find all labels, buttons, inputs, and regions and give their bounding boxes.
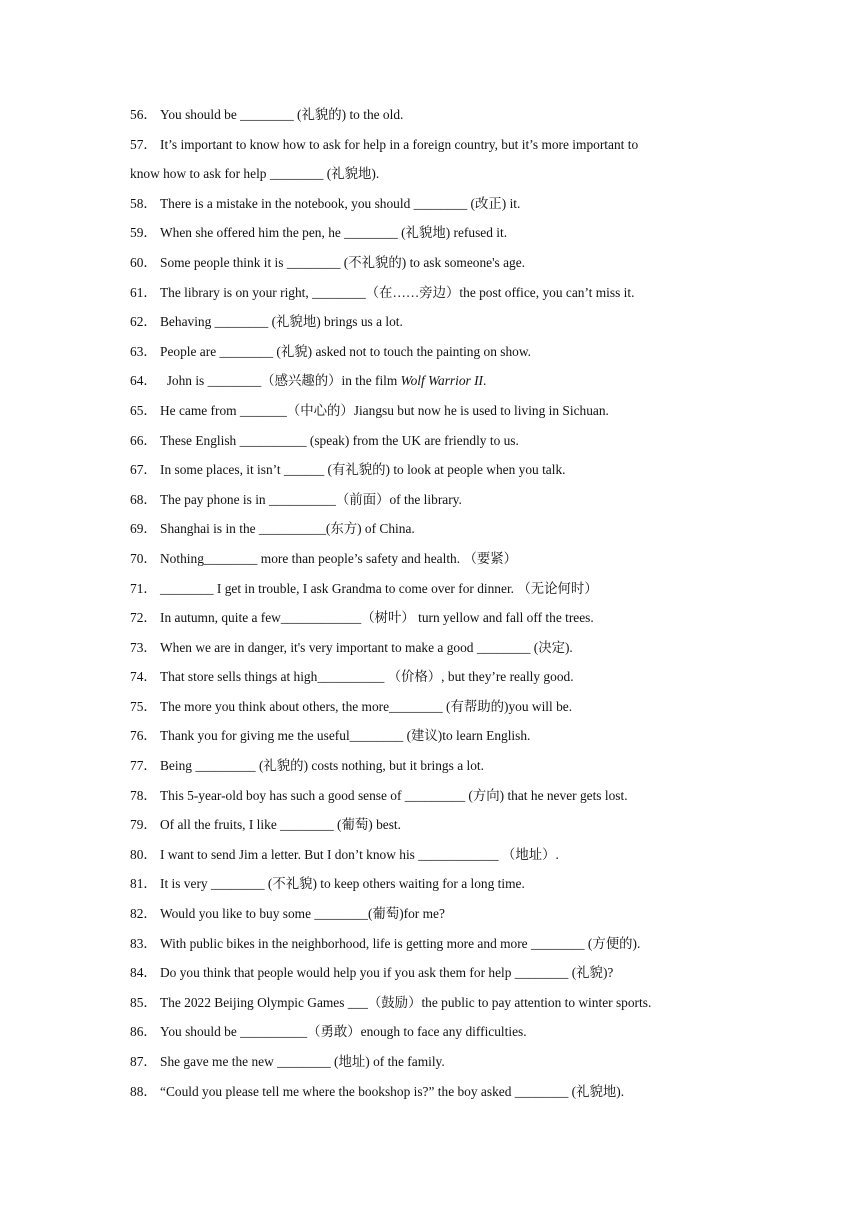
exercise-item [130, 189, 730, 219]
item-number: 57． [130, 136, 157, 152]
item-number: 72． [130, 610, 157, 626]
item-number: 61． [130, 284, 157, 300]
item-text: When we are in danger, it's very important to make a good ________ (决定). [160, 639, 573, 655]
item-number: 64． [130, 373, 157, 389]
item-number: 76． [130, 728, 157, 744]
item-text: He came from _______（中心的）Jiangsu but now he is used to living in Sichuan. [160, 402, 609, 418]
item-text: The library is on your right, ________（在……旁边）the post office, you can’t miss it. [160, 284, 635, 300]
item-number: 86． [130, 1024, 157, 1040]
exercise-item [130, 692, 730, 722]
item-text: Of all the fruits, I like ________ (葡萄) best. [160, 817, 401, 833]
item-text: Do you think that people would help you if you ask them for help ________ (礼貌)? [160, 965, 614, 981]
exercise-item-continuation [130, 159, 730, 189]
exercise-item [130, 307, 730, 337]
exercise-item [130, 840, 730, 870]
item-text: Behaving ________ (礼貌地) brings us a lot. [160, 314, 403, 330]
item-number: 84． [130, 965, 157, 981]
item-text: Nothing________ more than people’s safety and health. （要紧） [160, 550, 518, 566]
item-text: In some places, it isn’t ______ (有礼貌的) to look at people when you talk. [160, 462, 566, 478]
item-number: 65． [130, 402, 157, 418]
item-number: 88． [130, 1083, 157, 1099]
item-number: 58． [130, 195, 157, 211]
item-number: 75． [130, 698, 157, 714]
item-text: It’s important to know how to ask for help in a foreign country, but it’s more important to [160, 136, 639, 152]
item-number: 77． [130, 758, 157, 774]
item-text: It is very ________ (不礼貌) to keep others waiting for a long time. [160, 876, 525, 892]
item-text: That store sells things at high__________ （价格）, but they’re really good. [160, 669, 574, 685]
exercise-item [130, 337, 730, 367]
exercise-item [130, 396, 730, 426]
exercise-item [130, 248, 730, 278]
item-text: With public bikes in the neighborhood, life is getting more and more ________ (方便的). [160, 935, 641, 951]
exercise-item [130, 929, 730, 959]
item-text: I want to send Jim a letter. But I don’t know his ____________ （地址）. [160, 846, 559, 862]
exercise-item [130, 130, 730, 160]
exercise-item [130, 988, 730, 1018]
exercise-item [130, 278, 730, 308]
film-title: Wolf Warrior II [400, 373, 484, 389]
item-text: The pay phone is in __________（前面）of the library. [160, 491, 462, 507]
item-number: 67． [130, 462, 157, 478]
item-number: 78． [130, 787, 157, 803]
item-text: Would you like to buy some ________(葡萄)for me? [160, 906, 445, 922]
exercise-item [130, 485, 730, 515]
item-text: Thank you for giving me the useful________ (建议)to learn English. [160, 728, 531, 744]
item-text: There is a mistake in the notebook, you should ________ (改正) it. [160, 195, 521, 211]
exercise-item [130, 603, 730, 633]
item-text: Shanghai is in the __________(东方) of China. [160, 521, 415, 537]
item-text: The more you think about others, the more________ (有帮助的)you will be. [160, 698, 573, 714]
exercise-item [130, 100, 730, 130]
exercise-item [130, 662, 730, 692]
item-text: Being _________ (礼貌的) costs nothing, but it brings a lot. [160, 758, 484, 774]
item-number: 79． [130, 817, 157, 833]
exercise-item [130, 574, 730, 604]
item-number: 73． [130, 639, 157, 655]
item-number: 83． [130, 935, 157, 951]
exercise-item [130, 455, 730, 485]
exercise-item [130, 426, 730, 456]
item-text: When she offered him the pen, he ________ (礼貌地) refused it. [160, 225, 508, 241]
item-number: 69． [130, 521, 157, 537]
item-text: John is ________（感兴趣的）in the film [160, 373, 401, 389]
item-number: 59． [130, 225, 157, 241]
exercise-item [130, 958, 730, 988]
item-text: ________ I get in trouble, I ask Grandma to come over for dinner. （无论何时） [160, 580, 598, 596]
item-number: 74． [130, 669, 157, 685]
item-text: know how to ask for help ________ (礼貌地). [130, 166, 380, 182]
exercise-item [130, 751, 730, 781]
item-number: 70． [130, 550, 157, 566]
item-text: “Could you please tell me where the bookshop is?” the boy asked ________ (礼貌地). [160, 1083, 625, 1099]
item-text: You should be __________（勇敢）enough to face any difficulties. [160, 1024, 527, 1040]
item-number: 85． [130, 994, 157, 1010]
exercise-item [130, 1047, 730, 1077]
item-number: 66． [130, 432, 157, 448]
item-number: 63． [130, 343, 157, 359]
exercise-item [130, 218, 730, 248]
item-text: She gave me the new ________ (地址) of the family. [160, 1054, 445, 1069]
exercise-item [130, 1017, 730, 1047]
item-text: You should be ________ (礼貌的) to the old. [160, 107, 404, 122]
item-number: 56． [130, 107, 157, 122]
item-text: People are ________ (礼貌) asked not to touch the painting on show. [160, 343, 532, 359]
exercise-item [130, 633, 730, 663]
item-number: 87． [130, 1054, 157, 1069]
item-number: 80． [130, 846, 157, 862]
item-text: These English __________ (speak) from the UK are friendly to us. [160, 432, 519, 448]
item-number: 62． [130, 314, 157, 330]
item-number: 82． [130, 906, 157, 922]
item-text: In autumn, quite a few____________（树叶） turn yellow and fall off the trees. [160, 610, 594, 626]
item-text: Some people think it is ________ (不礼貌的) to ask someone's age. [160, 254, 526, 270]
exercise-item [130, 899, 730, 929]
exercise-item [130, 869, 730, 899]
exercise-item [130, 810, 730, 840]
item-number: 68． [130, 491, 157, 507]
exercise-item [130, 721, 730, 751]
exercise-item [130, 781, 730, 811]
item-number: 81． [130, 876, 157, 892]
item-text: This 5-year-old boy has such a good sense of _________ (方向) that he never gets lost. [160, 787, 628, 803]
exercise-item [130, 1077, 730, 1107]
exercise-list [130, 100, 730, 1106]
exercise-item [130, 366, 730, 396]
exercise-item [130, 514, 730, 544]
item-text-tail: . [483, 373, 487, 389]
item-text: The 2022 Beijing Olympic Games ___（鼓励）the public to pay attention to winter sports. [160, 994, 652, 1010]
item-number: 71． [130, 580, 157, 596]
exercise-item [130, 544, 730, 574]
item-number: 60． [130, 254, 157, 270]
